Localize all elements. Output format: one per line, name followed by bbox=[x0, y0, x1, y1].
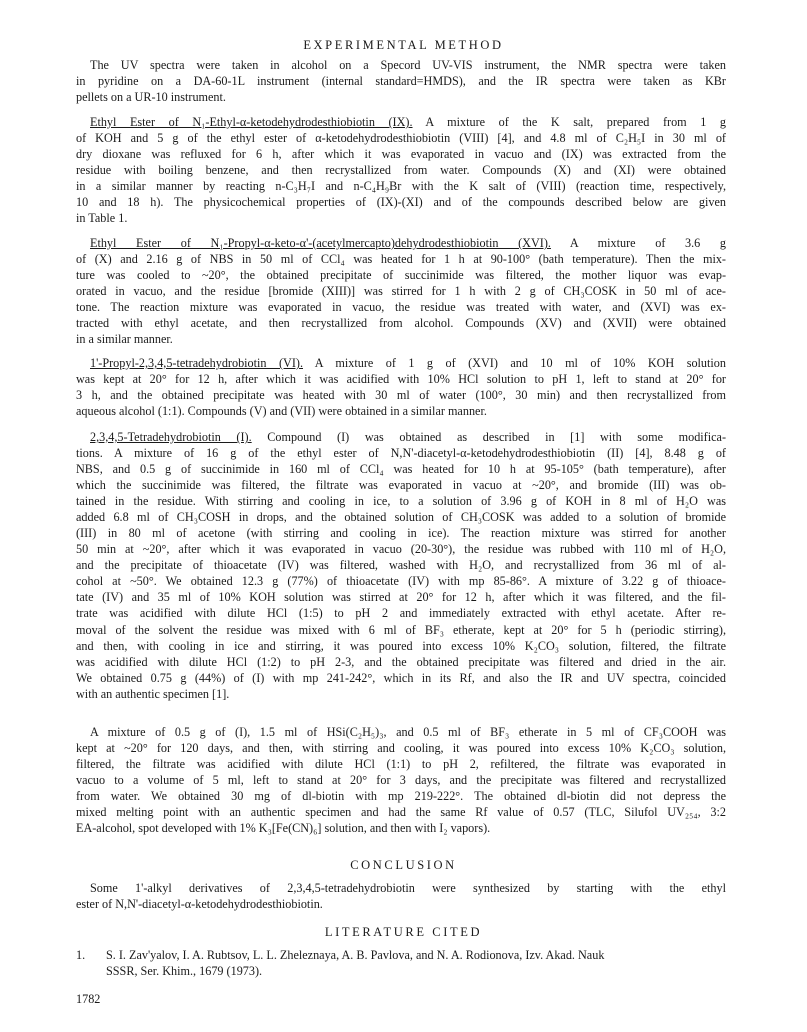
paragraph-propyl-tetradehydrobiotin bbox=[90, 355, 726, 371]
paragraph-title: Ethyl Ester of N₁-Ethyl-α-ketodehydrodesthiobiotin (IX). bbox=[90, 115, 413, 129]
text-line: added 6.8 ml of CH₃COSH in drops, and the obtained solution of CH₃COSK was added to a solution of bromide bbox=[76, 510, 726, 525]
paragraph-dl-biotin-cont bbox=[76, 740, 726, 836]
text-line: pellets on a UR-10 instrument. bbox=[76, 90, 226, 105]
text-line: cohol at ~50°. We obtained 12.3 g (77%) of thioacetate (IV) with mp 85-86°. A mixture of 3.22 g of thioace- bbox=[76, 574, 726, 589]
text-line: A mixture of the K salt, prepared from 1 g bbox=[412, 115, 726, 129]
text-line: moval of the solvent the residue was mixed with 6 ml of BF₃ etherate, kept at 20° for 5 h (periodic stirring), bbox=[76, 622, 726, 637]
text-line: tions. A mixture of 16 g of the ethyl ester of N,N'-diacetyl-α-ketodehydrodesthiobiotin (II) [4], 8.48 g of bbox=[76, 446, 726, 460]
paragraph-conclusion bbox=[90, 880, 726, 896]
text-line: ture was cooled to ~20°, the obtained precipitate of succinimide was filtered, the mother liquor was evap- bbox=[76, 268, 726, 283]
text-line: trate was acidified with dilute HCl (1:5) to pH 2 and immediately extracted with ethyl acetate. After re- bbox=[76, 606, 726, 621]
text-line: tained in the residue. With stirring and cooling in ice, to a solution of 3.96 g of KOH in 8 ml of H₂O was bbox=[76, 494, 726, 509]
text-line: orated in vacuo, and the residue [bromide (XIII)] was stirred for 1 h with 2 g of CH₃COSK in 50 ml of ace- bbox=[76, 284, 726, 299]
text-line: of (X) and 2.16 g of NBS in 50 ml of CCl₄ was heated for 1 h at 90-100° (bath temperature). Then the mix- bbox=[76, 252, 726, 266]
text-line: Compound (I) was obtained as described in [1] with some modifica- bbox=[251, 430, 726, 444]
text-line: SSSR, Ser. Khim., 1679 (1973). bbox=[106, 964, 263, 979]
text-line: residue with boiling benzene, and then recrystallized from water. Compounds (X) and (XI) were obtained bbox=[76, 163, 726, 178]
text-line: A mixture of 3.6 g bbox=[550, 236, 726, 250]
reference-text bbox=[106, 947, 726, 979]
text-line: A mixture of 0.5 g of (I), 1.5 ml of HSi(C₂H₅)₃, and 0.5 ml of BF₃ etherate in 5 ml of CF₃COOH was bbox=[90, 725, 726, 739]
text-line: kept at ~20° for 120 days, and then, with stirring and cooling, it was poured into excess 10% K₂CO₃ solution, bbox=[76, 741, 726, 755]
text-line: which the succinimide was filtered, the filtrate was evaporated in vacuo at ~20°, and bromide (III) was ob- bbox=[76, 478, 726, 493]
text-line: EA-alcohol, spot developed with 1% K₃[Fe(CN)₆] solution, and then with I₂ vapors). bbox=[76, 821, 491, 836]
text-line: NBS, and 0.5 g of succinimide in 160 ml of CCl₄ was heated for 10 h at 95-105° (bath temperature), after bbox=[76, 462, 726, 477]
text-line: vacuo to a volume of 5 ml, left to stand at 20° for 3 days, and the precipitate was filtered and recrystallized bbox=[76, 773, 726, 788]
text-line: Some 1'-alkyl derivatives of 2,3,4,5-tetradehydrobiotin were synthesized by starting with the ethyl bbox=[90, 881, 726, 895]
text-line: from water. We obtained 30 mg of dl-biotin with mp 219-222°. The obtained dl-biotin did not depress the bbox=[76, 789, 726, 804]
paragraph-ethyl-ester-xvi-cont bbox=[76, 251, 726, 347]
paragraph-ethyl-ester-ix-cont bbox=[76, 130, 726, 226]
text-line: A mixture of 1 g of (XVI) and 10 ml of 10% KOH solution bbox=[303, 356, 726, 370]
text-line: in a similar manner. bbox=[76, 332, 173, 347]
text-line: and the precipitate of thioacetate (IV) was filtered, washed with H₂O, and recrystallized from 36 ml of al- bbox=[76, 558, 726, 573]
paragraph-conclusion-cont bbox=[76, 896, 726, 912]
text-line: with an authentic specimen [1]. bbox=[76, 686, 230, 701]
paragraph-tetradehydrobiotin-cont bbox=[76, 445, 726, 702]
page-number: 1782 bbox=[76, 992, 101, 1006]
text-line: S. I. Zav'yalov, I. A. Rubtsov, L. L. Zheleznaya, A. B. Pavlova, and N. A. Rodionova, Izv. Akad. Nauk bbox=[106, 948, 605, 962]
text-line: ester of N,N'-diacetyl-α-ketodehydrodesthiobiotin. bbox=[76, 897, 323, 911]
paragraph-ethyl-ester-ix bbox=[90, 114, 726, 130]
text-line: tate (IV) and 35 ml of 10% KOH solution was stirred at 20° for 12 h, after which it was filtered, and the fil- bbox=[76, 590, 726, 605]
text-line: tracted with ethyl acetate, and then recrystallized from alcohol. Compounds (XV) and (XVII) were obtained bbox=[76, 316, 726, 331]
reference-number: 1. bbox=[76, 948, 86, 962]
section-heading-literature: LITERATURE CITED bbox=[324, 925, 483, 939]
text-line: dry dioxane was refluxed for 6 h, after which it was evaporated in vacuo and (IX) was extracted from the bbox=[76, 147, 726, 162]
text-line: and then, with cooling in ice and stirring, it was poured into excess 10% K₂CO₃ solution, filtered, the filtrate bbox=[76, 638, 726, 653]
text-line: (III) in 80 ml of acetone (with stirring and cooling in ice). The reaction mixture was stirred for another bbox=[76, 526, 726, 541]
text-line: 50 min at ~20°, after which it was evaporated in vacuo (20-30°), the residue was rubbed with 110 ml of H₂O, bbox=[76, 542, 726, 557]
text-line: of KOH and 5 g of the ethyl ester of α-ketodehydrodesthiobiotin (VIII) [4], and 4.8 ml of C₂H₅I in 30 ml of bbox=[76, 131, 726, 145]
paragraph-title: 1'-Propyl-2,3,4,5-tetradehydrobiotin (VI). bbox=[90, 356, 303, 370]
text-line: in pyridine on a DA-60-1L instrument (internal standard=HMDS), and the IR spectra were taken as KBr bbox=[76, 74, 726, 88]
text-line: was acidified with dilute HCl (1:2) to pH 2-3, and the obtained precipitate was filtered and dried in the air. bbox=[76, 654, 726, 669]
text-line: 10 and 18 h). The physicochemical properties of (IX)-(XI) and of the compounds described below are given bbox=[76, 195, 726, 210]
text-line: 3 h, and the obtained precipitate was heated with 30 ml of water (100°, 30 min) and then recrystallized from bbox=[76, 388, 726, 403]
paragraph-instruments bbox=[90, 57, 726, 73]
text-line: We obtained 0.75 g (44%) of (I) with mp 241-242°, which in its Rf, and also the IR and UV spectra, coincided bbox=[76, 670, 726, 685]
paragraph-propyl-tetradehydrobiotin-cont bbox=[76, 371, 726, 419]
text-line: The UV spectra were taken in alcohol on a Specord UV-VIS instrument, the NMR spectra were taken bbox=[90, 58, 726, 72]
section-heading-experimental: EXPERIMENTAL METHOD bbox=[303, 38, 504, 52]
paragraph-ethyl-ester-xvi bbox=[90, 235, 726, 251]
text-line: in Table 1. bbox=[76, 211, 128, 226]
text-line: mixed melting point with an authentic specimen and had the same Rf value of 0.57 (TLC, Silufol UV₂₅₄, 3:2 bbox=[76, 805, 726, 820]
text-line: filtered, the filtrate was acidified with dilute HCl (1:1) to pH 2, refiltered, the filtrate was evaporated in bbox=[76, 757, 726, 772]
paragraph-instruments-cont bbox=[76, 73, 726, 105]
text-line: tone. The reaction mixture was evaporated in vacuo, the residue was treated with water, and (XVI) was ex- bbox=[76, 300, 726, 315]
text-line: aqueous alcohol (1:1). Compounds (V) and (VII) were obtained in a similar manner. bbox=[76, 404, 487, 419]
section-heading-conclusion: CONCLUSION bbox=[350, 858, 457, 872]
paragraph-title: Ethyl Ester of N₁-Propyl-α-keto-α'-(acetylmercapto)dehydrodesthiobiotin (XVI). bbox=[90, 236, 551, 250]
text-line: was kept at 20° for 12 h, after which it was acidified with 10% HCl solution to pH 1, left to stand at 20° for bbox=[76, 372, 726, 386]
paragraph-tetradehydrobiotin bbox=[90, 429, 726, 445]
paragraph-dl-biotin bbox=[90, 724, 726, 740]
paragraph-title: 2,3,4,5-Tetradehydrobiotin (I). bbox=[90, 430, 252, 444]
text-line: in a similar manner by reacting n-C₃H₇I and n-C₄H₉Br with the K salt of (VIII) (reaction time, respectively, bbox=[76, 179, 726, 194]
